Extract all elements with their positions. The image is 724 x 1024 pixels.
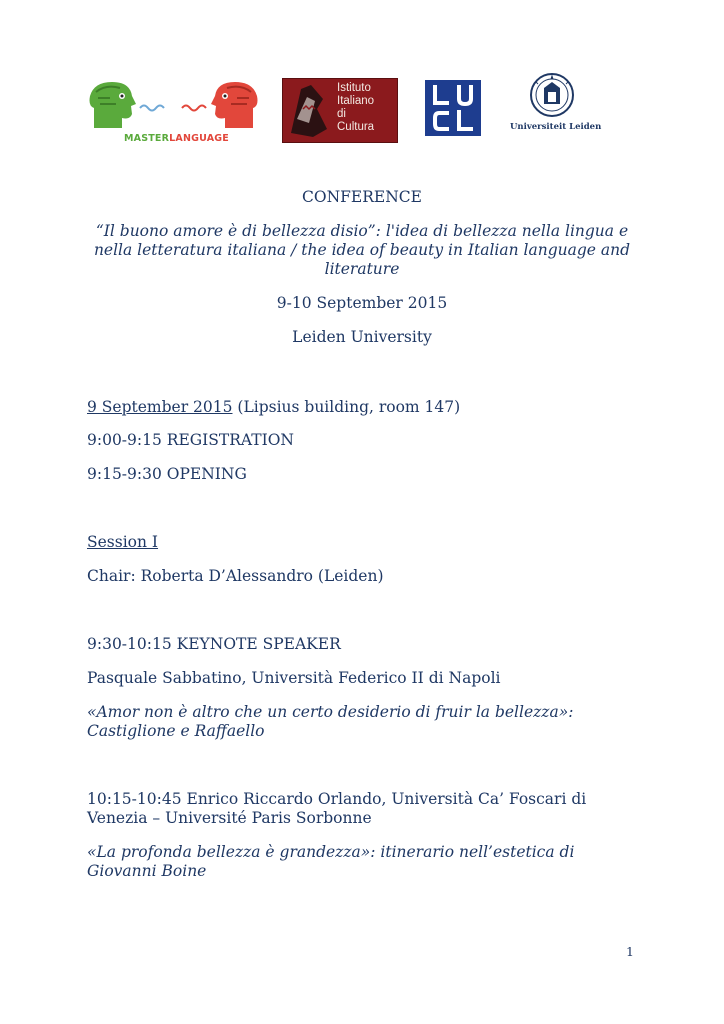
day-date: 9 September 2015 (87, 398, 233, 416)
session-chair: Chair: Roberta D’Alessandro (Leiden) (87, 567, 384, 585)
lucl-letters-icon (425, 80, 481, 136)
registration-entry: 9:00-9:15 REGISTRATION (87, 431, 294, 449)
iic-emblem-icon (283, 79, 335, 142)
opening-entry: 9:15-9:30 OPENING (87, 465, 247, 483)
conference-venue: Leiden University (292, 328, 432, 346)
day-heading (87, 398, 647, 417)
iic-logo (282, 78, 398, 143)
logo-bar (86, 72, 646, 152)
masterlanguage-logo (86, 78, 261, 146)
conference-dates: 9-10 September 2015 (276, 294, 448, 312)
session-title: Session I (87, 533, 159, 551)
masterlanguage-wordmark: MASTERLANGUAGE (124, 133, 229, 144)
talk-2-speaker: 10:15-10:45 Enrico Riccardo Orlando, Università Ca’ Foscari di Venezia – Université Paris Sorbonne (87, 790, 587, 827)
leiden-logo (510, 72, 602, 142)
keynote-time: 9:30-10:15 KEYNOTE SPEAKER (87, 635, 341, 653)
talk-2-title: «La profonda bellezza è grandezza»: itinerario nell’estetica di Giovanni Boine (87, 843, 575, 880)
leiden-wordmark: Universiteit Leiden (510, 122, 602, 132)
masterlanguage-heads-icon (86, 78, 261, 132)
keynote-speaker: Pasquale Sabbatino, Università Federico II di Napoli (87, 669, 501, 687)
conference-label: CONFERENCE (302, 188, 422, 206)
day-location: (Lipsius building, room 147) (232, 398, 461, 416)
iic-wordmark: Istituto Italiano di Cultura (337, 82, 375, 133)
keynote-talk-title: «Amor non è altro che un certo desiderio di fruir la bellezza»: Castiglione e Raffaello (87, 703, 574, 740)
conference-title: “Il buono amore è di bellezza disio”: l'idea di bellezza nella lingua e nella letteratura italiana / the idea of beauty in Italian language and literature (93, 222, 631, 278)
leiden-seal-icon (510, 72, 594, 120)
lucl-logo (425, 80, 481, 136)
page-number: 1 (626, 944, 634, 959)
